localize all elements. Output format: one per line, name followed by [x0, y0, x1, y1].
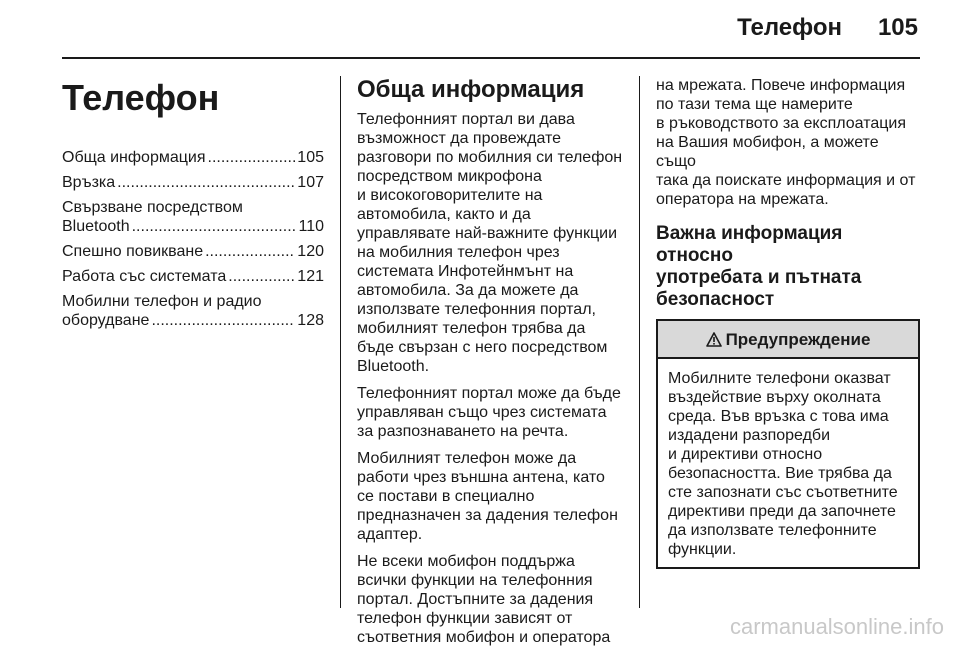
toc-page-number: 120: [297, 243, 324, 260]
warning-header: [658, 321, 918, 359]
toc-page-number: 110: [298, 218, 324, 235]
toc-entry[interactable]: [62, 267, 324, 286]
toc-leader-dots: [151, 311, 295, 330]
toc-page-number: 128: [297, 312, 324, 329]
toc-leader-dots: [208, 148, 296, 167]
toc-entry-title: Обща информация: [62, 149, 206, 166]
toc-entry[interactable]: [62, 198, 324, 236]
toc-page-number: 105: [297, 149, 324, 166]
toc-entry-title: Връзка: [62, 174, 116, 191]
toc-leader-dots: [228, 267, 295, 286]
toc-leader-dots: [132, 217, 297, 236]
page-number: 105: [877, 14, 918, 41]
column-divider-right: [639, 76, 640, 608]
middle-column: [357, 76, 623, 655]
toc-line: [62, 217, 324, 236]
toc-leader-dots: [117, 173, 295, 192]
toc-line: [62, 311, 324, 330]
paragraph-voice: Телефонният портал може да бъде управляван също чрез системата за разпознаването на речта.: [357, 385, 621, 440]
toc-line: [62, 242, 324, 261]
toc-page-number: 121: [297, 268, 324, 285]
toc-column: [62, 76, 324, 336]
column-divider-left: [340, 76, 341, 608]
table-of-contents: [62, 148, 324, 330]
paragraph-functions: Не всеки мобифон поддържа всички функции на телефонния портал. Достъпните за дадения телефон функции зависят от съответния мобифон и оператора: [357, 553, 611, 646]
header-rule: [62, 57, 920, 59]
toc-line: [62, 267, 324, 286]
right-column: [656, 76, 920, 569]
toc-entry[interactable]: [62, 242, 324, 261]
toc-entry-title: оборудване: [62, 312, 150, 329]
toc-entry-title: Спешно повикване: [62, 243, 204, 260]
warning-triangle-icon: [706, 332, 722, 347]
toc-line: [62, 148, 324, 167]
paragraph-continuation: на мрежата. Повече информация по тази тема ще намерите в ръководството за експлоатация на Вашия мобифон, а можете също така да поискате информация и от оператора на мрежата.: [656, 77, 916, 208]
warning-box: [656, 319, 920, 569]
toc-entry-title: Bluetooth: [62, 218, 130, 235]
watermark: carmanualsonline.info: [729, 614, 944, 639]
toc-entry-text: Мобилни телефон и радио: [62, 293, 262, 310]
toc-entry-title: Работа със системата: [62, 268, 227, 285]
toc-line: [62, 173, 324, 192]
toc-entry[interactable]: [62, 148, 324, 167]
warning-title: Предупреждение: [725, 329, 871, 349]
subsection-title: Важна информация относно употребата и пътната безопасност: [656, 223, 862, 310]
paragraph-antenna: Мобилният телефон може да работи чрез външна антена, като се постави в специално предназначен за дадения телефон адаптер.: [357, 450, 618, 543]
toc-entry[interactable]: [62, 292, 324, 330]
section-title: Обща информация: [357, 76, 585, 103]
chapter-title: Телефон: [62, 77, 220, 118]
toc-page-number: 107: [297, 174, 324, 191]
toc-leader-dots: [205, 242, 295, 261]
warning-text: Мобилните телефони оказват въздействие върху околната среда. Във връзка с това има издадени разпоредби и директиви относно безопасността. Вие трябва да сте запознати със съответните директиви преди да започнете да използвате телефонните функции.: [668, 370, 898, 558]
paragraph-intro: Телефонният портал ви дава възможност да провеждате разговори по мобилния си телефон посредством микрофона и високоговорителите на автомобила, както и да управлявате най-важните функции на мобилния телефон чрез системата Инфотейнмънт на автомобила. За да можете да използвате телефонния портал, мобилният телефон трябва да бъде свързан с него посредством Bluetooth.: [357, 111, 623, 375]
header-title: Телефон: [737, 14, 842, 41]
toc-entry-text: Свързване посредством: [62, 199, 243, 216]
toc-entry[interactable]: [62, 173, 324, 192]
